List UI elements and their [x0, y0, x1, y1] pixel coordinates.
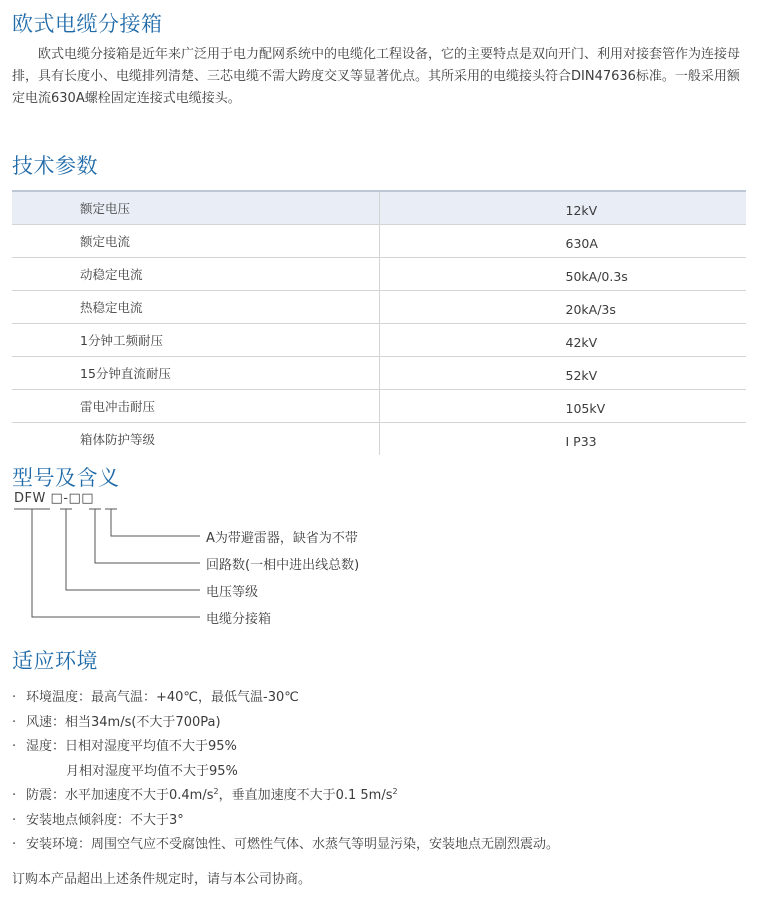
- model-title: 型号及含义: [12, 466, 120, 490]
- specs-table: [12, 190, 746, 455]
- meaning-cable-box: 电缆分接箱: [206, 612, 272, 627]
- list-item: [12, 686, 752, 711]
- spec-value: 42kV: [565, 335, 598, 350]
- env-humidity-month: 月相对湿度平均值不大于95%: [66, 763, 238, 779]
- intro-paragraph: 欧式电缆分接箱是近年来广泛用于电力配网系统中的电缆化工程设备，它的主要特点是双向开门、利用对接套管作为连接母排，具有长度小、电缆排列清楚、三芯电缆不需大跨度交叉等显著优点。其所采用的电缆接头符合DIN47636标准。一般采用额定电流630A螺栓固定连接式电缆接头。: [12, 47, 741, 106]
- spec-name: 热稳定电流: [12, 290, 379, 323]
- intro-text: [12, 44, 750, 110]
- list-item: [12, 784, 752, 809]
- table-row: [12, 356, 746, 389]
- spec-name: 箱体防护等级: [12, 422, 379, 455]
- spec-value: I P33: [565, 434, 597, 450]
- meaning-arrester: A为带避雷器，缺省为不带: [206, 531, 358, 546]
- table-row: [12, 323, 746, 356]
- env-title: 适应环境: [12, 649, 98, 673]
- meaning-voltage: 电压等级: [206, 585, 259, 600]
- meaning-circuits: 回路数(一相中进出线总数): [206, 558, 360, 573]
- list-item: [12, 833, 752, 858]
- spec-value: 630A: [565, 236, 598, 251]
- spec-name: 额定电压: [12, 191, 379, 224]
- spec-name: 额定电流: [12, 224, 379, 257]
- list-item: [12, 809, 752, 834]
- table-row: [12, 191, 746, 224]
- list-item: [12, 760, 752, 785]
- spec-value: 52kV: [565, 368, 598, 383]
- intro-title: 欧式电缆分接箱: [12, 12, 163, 36]
- table-row: [12, 257, 746, 290]
- env-seismic-vertical: ，垂直加速度不大于0.1 5m/s: [218, 788, 393, 803]
- env-humidity-day: 湿度：日相对湿度平均值不大于95%: [26, 739, 237, 754]
- spec-name: 15分钟直流耐压: [12, 356, 379, 389]
- leader-arrester: [111, 509, 200, 536]
- table-row: [12, 224, 746, 257]
- table-row: [12, 290, 746, 323]
- bullet: ·: [12, 788, 17, 803]
- env-temperature: 环境温度：最高气温：+40℃，最低气温-30℃: [26, 690, 299, 705]
- bullet: ·: [12, 690, 17, 705]
- list-item: [12, 711, 752, 736]
- env-site: 安装环境：周围空气应不受腐蚀性、可燃性气体、水蒸气等明显污染，安装地点无剧烈震动。: [26, 837, 560, 852]
- superscript: 2: [392, 787, 398, 796]
- table-row: [12, 422, 746, 455]
- order-note: 订购本产品超出上述条件规定时，请与本公司协商。: [12, 872, 312, 887]
- spec-value: 12kV: [379, 191, 746, 224]
- env-list: [12, 686, 752, 858]
- model-code: DFW □-□□: [14, 491, 95, 506]
- leader-voltage: [66, 509, 200, 590]
- list-item: [12, 735, 752, 760]
- superscript: 2: [213, 787, 219, 796]
- spec-name: 雷电冲击耐压: [12, 389, 379, 422]
- bullet: ·: [12, 739, 17, 754]
- spec-value: 105kV: [565, 401, 606, 416]
- spec-name: 1分钟工频耐压: [12, 323, 379, 356]
- bullet: ·: [12, 714, 17, 730]
- bullet: ·: [12, 812, 17, 828]
- table-row: [12, 389, 746, 422]
- spec-value: 20kA/3s: [565, 302, 616, 317]
- env-wind: 风速：相当34m/s(不大于700Pa): [26, 714, 221, 730]
- spec-value: 50kA/0.3s: [565, 269, 628, 284]
- model-diagram: [0, 490, 420, 630]
- env-tilt: 安装地点倾斜度：不大于3°: [26, 812, 184, 828]
- env-seismic-horizontal: 防震：水平加速度不大于0.4m/s: [26, 788, 214, 803]
- specs-title: 技术参数: [12, 154, 98, 178]
- spec-name: 动稳定电流: [12, 257, 379, 290]
- bullet: ·: [12, 837, 17, 852]
